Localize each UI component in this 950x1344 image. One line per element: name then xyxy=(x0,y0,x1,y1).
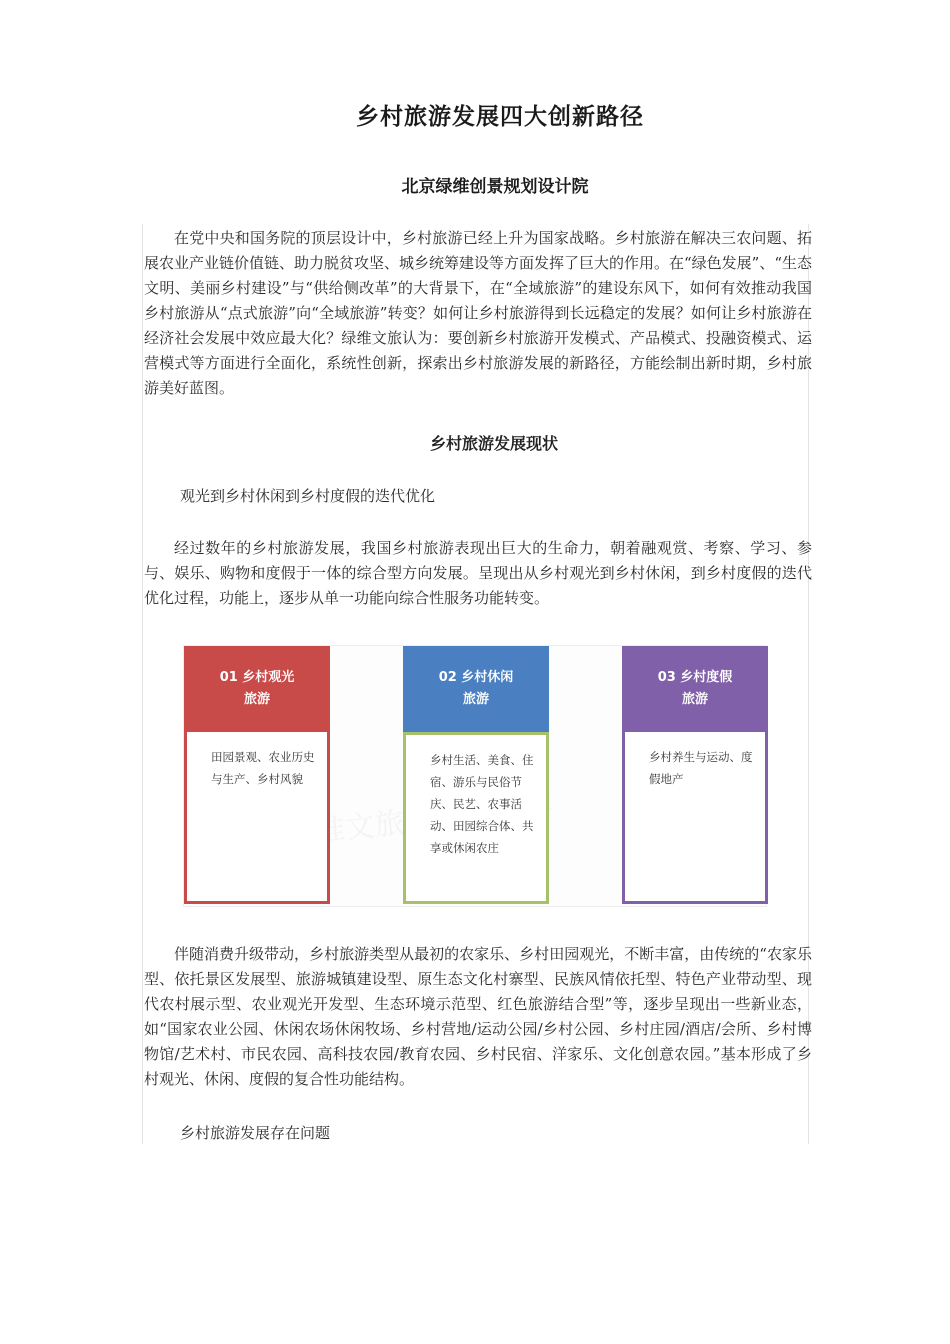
types-paragraph: 伴随消费升级带动，乡村旅游类型从最初的农家乐、乡村田园观光，不断丰富，由传统的“农家乐型、依托景区发展型、旅游城镇建设型、原生态文化村寨型、民族风情依托型、特色产业带动型、现代农村展示型、农业观光开发型、生态环境示范型、红色旅游结合型”等，逐步呈现出一些新业态，如“国家农业公园、休闲农场休闲牧场、乡村营地/运动公园/乡村公园、乡村庄园/酒店/会所、乡村博物馆/艺术村、市民农园、高科技农园/教育农园、乡村民宿、洋家乐、文化创意农园。”基本形成了乡村观光、休闲、度假的复合性功能结构。 xyxy=(144,945,812,1088)
section-heading: 乡村旅游发展现状 xyxy=(429,434,558,453)
development-paragraph: 经过数年的乡村旅游发展，我国乡村旅游表现出巨大的生命力，朝着融观赏、考察、学习、参与、娱乐、购物和度假于一体的综合型方向发展。呈现出从乡村观光到乡村休闲，到乡村度假的迭代优化过程，功能上，逐步从单一功能向综合性服务功能转变。 xyxy=(144,539,812,607)
figure-column-sightseeing xyxy=(184,646,330,906)
tourism-types-figure xyxy=(183,645,767,907)
subheading-problems: 乡村旅游发展存在问题 xyxy=(180,1124,331,1142)
figure-column-leisure xyxy=(403,646,549,906)
column-body: 田园景观、农业历史与生产、乡村风貌 xyxy=(184,732,330,904)
column-header xyxy=(403,646,549,732)
figure-column-vacation xyxy=(622,646,768,906)
column-title-line2: 旅游 xyxy=(681,692,708,707)
column-title-line1: 01 乡村观光 xyxy=(219,670,295,685)
subheading-iteration: 观光到乡村休闲到乡村度假的迭代优化 xyxy=(180,487,436,505)
column-header xyxy=(622,646,768,732)
frame-line-left xyxy=(142,224,143,1144)
intro-paragraph: 在党中央和国务院的顶层设计中，乡村旅游已经上升为国家战略。乡村旅游在解决三农问题、拓展农业产业链价值链、助力脱贫攻坚、城乡统筹建设等方面发挥了巨大的作用。在“绿色发展”、“生态文明、美丽乡村建设”与“供给侧改革”的大背景下，在“全域旅游”的建设东风下，如何有效推动我国乡村旅游从“点式旅游”向“全域旅游”转变？如何让乡村旅游得到长远稳定的发展？如何让乡村旅游在经济社会发展中效应最大化？绿维文旅认为：要创新乡村旅游开发模式、产品模式、投融资模式、运营模式等方面进行全面化，系统性创新，探索出乡村旅游发展的新路径，方能绘制出新时期，乡村旅游美好蓝图。 xyxy=(144,229,813,397)
column-title-line1: 02 乡村休闲 xyxy=(438,670,514,685)
column-body: 乡村生活、美食、住宿、游乐与民俗节庆、民艺、农事活动、田园综合体、共享或休闲农庄 xyxy=(403,732,549,904)
column-title-line1: 03 乡村度假 xyxy=(657,670,733,685)
document-author: 北京绿维创景规划设计院 xyxy=(401,177,589,197)
column-title-line2: 旅游 xyxy=(243,692,270,707)
column-body: 乡村养生与运动、度假地产 xyxy=(622,732,768,904)
column-title-line2: 旅游 xyxy=(462,692,489,707)
column-header xyxy=(184,646,330,732)
document-title: 乡村旅游发展四大创新路径 xyxy=(356,104,644,130)
